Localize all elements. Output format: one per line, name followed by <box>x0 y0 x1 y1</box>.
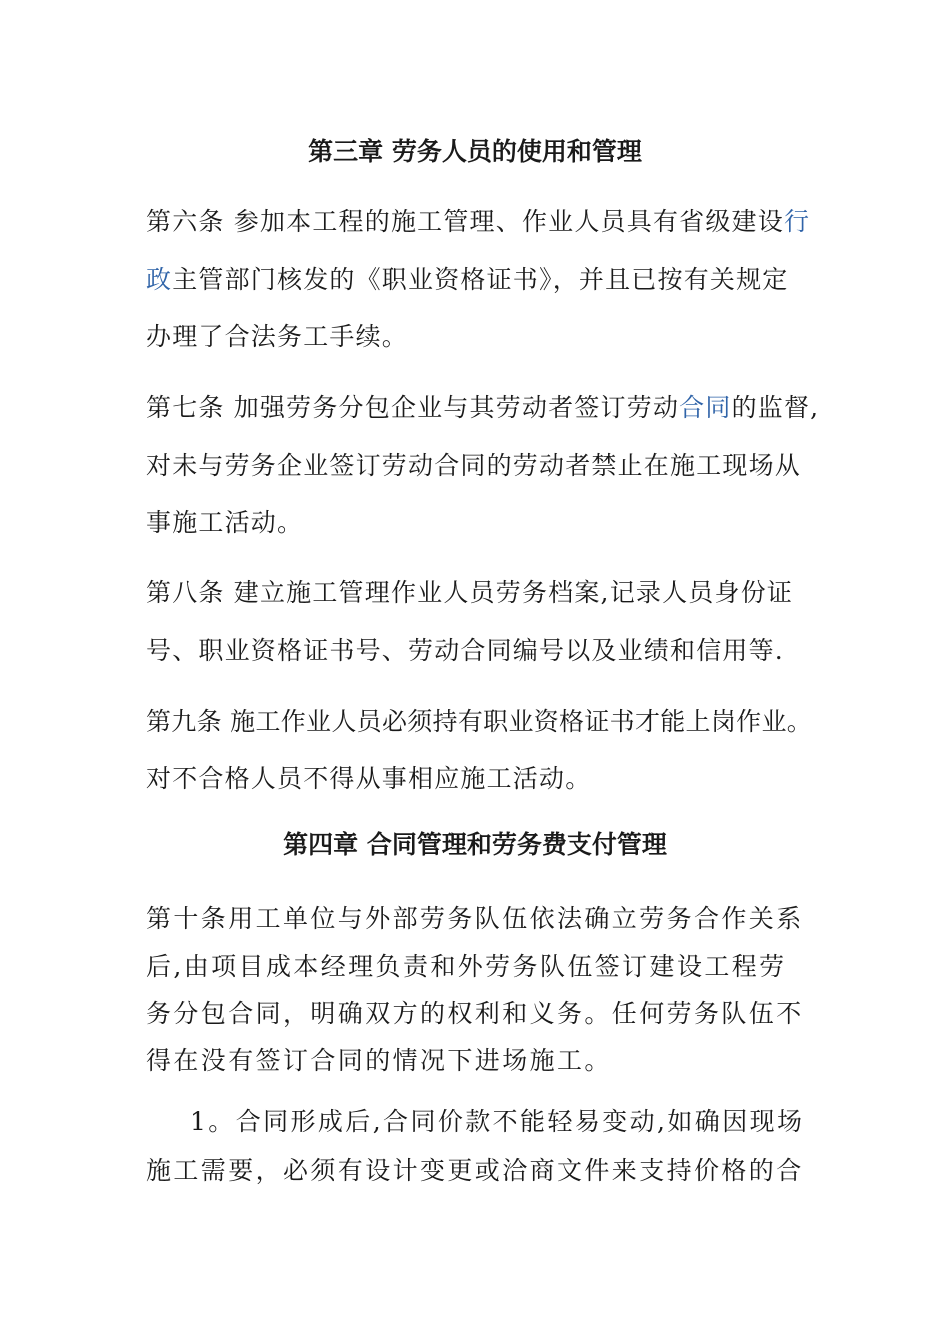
chapter4-title: 第四章 合同管理和劳务费支付管理 <box>283 830 667 859</box>
article10-line4: 得在没有签订合同的情况下进场施工。 <box>146 1046 612 1075</box>
article6-line3: 办理了合法务工手续。 <box>146 322 409 351</box>
chapter3-title: 第三章 劳务人员的使用和管理 <box>308 137 642 166</box>
article6-link-part1[interactable]: 行 <box>783 207 811 236</box>
article7-line1-text: 第七条 加强劳务分包企业与其劳动者签订劳动 <box>146 393 680 422</box>
article9-line2: 对不合格人员不得从事相应施工活动。 <box>146 764 592 793</box>
article10-line2: 后,由项目成本经理负责和外劳务队伍签订建设工程劳 <box>146 952 787 981</box>
article7-line2: 对未与劳务企业签订劳动合同的劳动者禁止在施工现场从 <box>146 451 802 480</box>
article7-line1-end: 的监督, <box>731 393 820 422</box>
article10-line3: 务分包合同，明确双方的权利和义务。任何劳务队伍不 <box>146 999 804 1028</box>
article6-link-part2[interactable]: 政 <box>146 265 173 294</box>
article9-line1: 第九条 施工作业人员必须持有职业资格证书才能上岗作业。 <box>146 707 813 736</box>
article6-line2 <box>146 260 789 296</box>
article6-line1 <box>146 202 810 238</box>
article7-contract-link[interactable]: 合同 <box>679 393 732 422</box>
article7-line1 <box>146 388 819 424</box>
article8-line1: 第八条 建立施工管理作业人员劳务档案,记录人员身份证 <box>146 578 794 607</box>
item1-line1: 1。合同形成后,合同价款不能轻易变动,如确因现场 <box>190 1107 805 1136</box>
article8-line2: 号、职业资格证书号、劳动合同编号以及业绩和信用等. <box>146 636 784 665</box>
article10-line1: 第十条用工单位与外部劳务队伍依法确立劳务合作关系 <box>146 904 804 933</box>
item1-line2: 施工需要，必须有设计变更或洽商文件来支持价格的合 <box>146 1156 804 1185</box>
article7-line3: 事施工活动。 <box>146 508 304 537</box>
article6-line2-text: 主管部门核发的《职业资格证书》，并且已按有关规定 <box>172 265 789 294</box>
article6-line1-text: 第六条 参加本工程的施工管理、作业人员具有省级建设 <box>146 207 784 236</box>
